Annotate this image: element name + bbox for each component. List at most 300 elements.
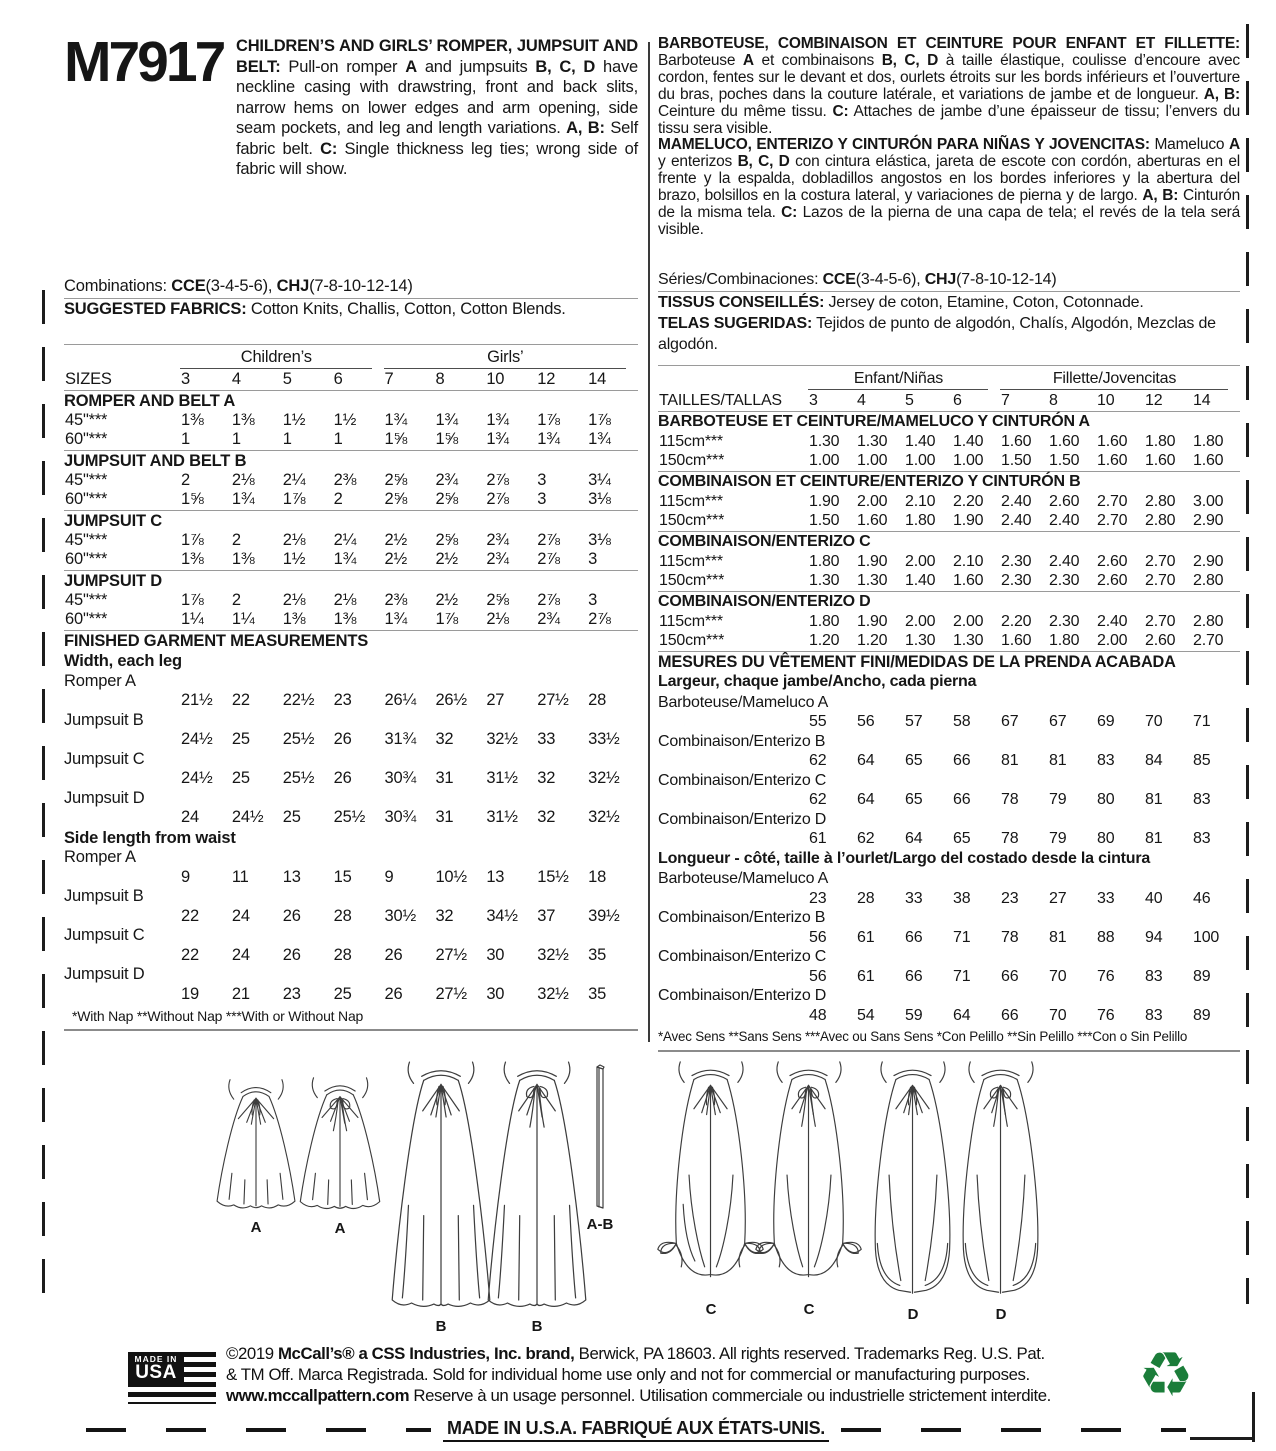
table-cell: 1 (282, 430, 292, 448)
size-value: 12 (537, 369, 556, 388)
table-cell: 24 (181, 808, 199, 826)
table-cell: 37 (537, 906, 556, 925)
table-cell: 59 (905, 1006, 923, 1024)
table-cell: 1⅞ (282, 490, 306, 508)
sizes-label: TAILLES/TALLAS (659, 391, 782, 409)
table-cell: 1.30 (857, 432, 888, 450)
table-cell: 66 (953, 791, 971, 809)
table-cell (64, 946, 180, 966)
table-cell: 76 (1097, 1006, 1115, 1024)
table-cell: 81 (1145, 830, 1163, 848)
table-cell: 2.00 (905, 552, 936, 570)
garment-row-label: Barboteuse/Mameluco A (658, 693, 829, 711)
table-cell: 1½ (282, 410, 306, 429)
table-cell: 33½ (588, 730, 620, 748)
table-cell: 1¾ (333, 550, 357, 568)
table-cell: 71 (1193, 713, 1211, 731)
table-cell: 62 (809, 752, 827, 770)
table-cell: 100 (1193, 928, 1220, 946)
garment-row-label: Jumpsuit C (64, 926, 145, 944)
table-cell: 31 (435, 808, 454, 826)
table-cell: 2.80 (1193, 572, 1224, 590)
table-cell: 79 (1049, 830, 1067, 848)
table-cell: 2⅞ (486, 490, 509, 508)
table-cell: 33 (1097, 889, 1115, 907)
row-label: 45"*** (65, 410, 108, 429)
drawing-label: B (531, 1318, 543, 1336)
table-cell: 1⅜ (181, 550, 204, 568)
table-cell (658, 712, 808, 732)
table-row (658, 511, 1240, 531)
table-row (64, 591, 638, 611)
table-cell: 2⅞ (537, 530, 560, 549)
table-cell: 2⅜ (333, 470, 357, 489)
table-cell: 2.40 (1049, 512, 1080, 530)
table-cell: 81 (1001, 752, 1019, 770)
table-cell: 2.70 (1145, 552, 1176, 570)
measurements-subtitle: Width, each leg (64, 652, 182, 670)
table-cell: 1.90 (953, 512, 984, 530)
table-row (64, 946, 638, 966)
table-cell: 80 (1097, 830, 1115, 848)
garment-row-label: Combinaison/Enterizo B (658, 909, 826, 927)
table-cell: 2⅝ (435, 530, 458, 549)
size-value: 12 (1145, 391, 1163, 409)
table-row (658, 492, 1240, 512)
table-cell: 33 (905, 889, 923, 907)
table-cell: 2⅛ (282, 590, 306, 609)
table-cell: 1¼ (181, 610, 204, 628)
table-cell: 2⅞ (486, 470, 509, 489)
recycle-icon: ♻ (1138, 1338, 1194, 1411)
drawing-label: B (435, 1318, 447, 1336)
table-cell: 2½ (384, 530, 408, 549)
cut-line-dashes-left (86, 1428, 431, 1432)
table-cell: 31½ (486, 769, 518, 787)
row-label: 60"*** (65, 610, 108, 628)
size-value: 4 (857, 391, 866, 409)
table-cell: 25 (231, 769, 250, 787)
table-cell: 2⅞ (537, 590, 560, 609)
row-label: 45"*** (65, 470, 108, 489)
table-cell: 1.60 (857, 512, 888, 530)
table-cell: 1 (181, 430, 190, 448)
copyright-line-3: www.mccallpattern.com Reserve à un usage personnel. Utilisation commerciale ou industrielle strictement interdite. (226, 1385, 1051, 1405)
table-cell: 1.80 (1049, 632, 1080, 650)
table-row (64, 907, 638, 927)
table-cell: 1⅜ (231, 550, 255, 568)
table-row (64, 490, 638, 510)
table-section-title: COMBINAISON/ENTERIZO C (658, 531, 1240, 552)
row-label: 115cm*** (659, 552, 723, 570)
size-value: 7 (384, 369, 394, 388)
size-value: 14 (588, 369, 607, 388)
drawing-label: A (334, 1219, 346, 1237)
measurements-subtitle: Largeur, chaque jambe/Ancho, cada pierna (658, 673, 977, 691)
corner-mark-vertical (1252, 1392, 1255, 1442)
table-cell: 66 (905, 967, 923, 985)
table-cell: 18 (588, 867, 607, 886)
table-cell: 26¼ (384, 691, 417, 709)
table-cell: 48 (809, 1006, 827, 1024)
table-cell: 21 (231, 984, 250, 1003)
table-cell: 67 (1001, 713, 1019, 731)
measurements-subtitle: Side length from waist (64, 828, 236, 847)
table-row (64, 550, 638, 570)
table-cell: 30 (486, 984, 505, 1003)
table-cell: 61 (857, 928, 875, 946)
drawing-label: A (250, 1219, 262, 1237)
table-cell (64, 769, 180, 789)
table-row (658, 829, 1240, 849)
table-row (658, 928, 1240, 948)
made-in-usa-flag-text (128, 1352, 184, 1386)
table-row (658, 571, 1240, 591)
garment-row-label: Combinaison/Enterizo D (658, 810, 827, 828)
table-cell: 65 (905, 752, 923, 770)
table-cell: 26 (282, 906, 301, 925)
size-value: 5 (905, 391, 914, 409)
table-row (64, 430, 638, 450)
table-cell: 1.60 (1001, 432, 1032, 450)
table-cell: 2.10 (953, 552, 984, 570)
table-row (658, 451, 1240, 471)
table-cell: 28 (333, 945, 352, 964)
garment-row-label: Combinaison/Enterizo D (658, 987, 827, 1005)
drawing-label: C (803, 1301, 815, 1319)
table-cell: 56 (809, 967, 827, 985)
row-label: 150cm*** (659, 452, 725, 470)
table-cell: 19 (181, 984, 199, 1003)
table-row (658, 790, 1240, 810)
row-label: 115cm*** (659, 432, 723, 450)
table-cell: 67 (1049, 713, 1067, 731)
table-cell: 1¾ (588, 430, 611, 448)
table-cell: 3¼ (588, 470, 611, 489)
table-section-title: ROMPER AND BELT A (64, 390, 638, 411)
table-cell: 2⅛ (282, 530, 306, 549)
measurements-title: MESURES DU VÊTEMENT FINI/MEDIDAS DE LA PRENDA ACABADA (658, 651, 1240, 673)
table-cell: 2¾ (486, 530, 509, 549)
table-cell: 1⅞ (181, 530, 204, 549)
table-section-title: COMBINAISON/ENTERIZO D (658, 591, 1240, 612)
row-label: 115cm*** (659, 612, 723, 630)
table-cell: 1.60 (953, 572, 984, 590)
table-cell: 1.40 (905, 572, 936, 590)
table-cell: 2.40 (1097, 612, 1128, 630)
table-cell: 1⅞ (181, 590, 204, 609)
nap-footnote: *With Nap **Without Nap ***With or Without Nap (64, 1004, 638, 1031)
size-value: 3 (181, 369, 190, 388)
table-cell: 2.30 (1001, 572, 1032, 590)
table-cell: 2.00 (1097, 632, 1128, 650)
table-row (658, 612, 1240, 632)
table-cell: 38 (953, 889, 971, 907)
table-cell: 27½ (537, 691, 569, 709)
drawing-label: D (907, 1306, 919, 1323)
size-value: 10 (486, 369, 505, 388)
table-cell: 2.30 (1049, 572, 1080, 590)
copyright-line-2: & TM Off. Marca Registrada. Sold for individual home use only and not for commercial or manufacturing purposes. (226, 1364, 1030, 1384)
table-cell: 62 (857, 830, 875, 848)
table-cell: 71 (953, 928, 971, 946)
table-cell: 34½ (486, 906, 518, 925)
table-cell: 2¼ (282, 470, 306, 489)
table-section-title: BARBOTEUSE ET CEINTURE/MAMELUCO Y CINTURÓN A (658, 411, 1240, 432)
table-cell: 2.60 (1049, 492, 1080, 510)
table-cell: 66 (1001, 1006, 1019, 1024)
table-cell: 1¾ (384, 410, 408, 429)
table-cell: 3 (588, 550, 598, 568)
table-cell: 69 (1097, 713, 1115, 731)
made-in-usa-text: MADE IN U.S.A. FABRIQUÉ AUX ÉTATS-UNIS. (443, 1418, 829, 1442)
table-cell: 32½ (588, 769, 620, 787)
table-cell: 1.40 (905, 432, 936, 450)
drawing-label: C (705, 1301, 717, 1319)
table-row (64, 411, 638, 431)
table-cell: 1⅜ (333, 610, 357, 628)
table-cell (658, 889, 808, 909)
table-cell: 83 (1193, 830, 1211, 848)
garment-row-label: Combinaison/Enterizo C (658, 771, 827, 789)
table-cell: 26 (282, 945, 301, 964)
usa-logo-line2: USA (135, 1362, 177, 1384)
row-label: 60"*** (65, 490, 108, 508)
row-label: 150cm*** (659, 632, 725, 650)
table-cell: 2⅜ (384, 590, 408, 609)
measurements-title: FINISHED GARMENT MEASUREMENTS (64, 630, 638, 652)
size-value: 5 (282, 369, 292, 388)
table-cell: 1¾ (486, 430, 509, 448)
table-section-title: JUMPSUIT C (64, 510, 638, 531)
table-cell: 1¾ (486, 410, 509, 429)
table-cell: 2.40 (1001, 512, 1032, 530)
table-cell: 21½ (181, 691, 213, 709)
table-cell: 2⅝ (384, 490, 408, 508)
table-cell: 22 (181, 906, 199, 925)
table-cell: 85 (1193, 752, 1211, 770)
table-cell: 28 (588, 691, 607, 709)
table-cell: 2.70 (1097, 512, 1128, 530)
description-en: CHILDREN’S AND GIRLS’ ROMPER, JUMPSUIT AND BELT: Pull-on romper A and jumpsuits B, C, D have neckline casing with drawstring, front and back slits, narrow hems on lower edges and arm opening, side seam pockets, and leg and length variations. A, B: Self fabric belt. C: Single thickness leg ties; wrong side of fabric will show. (236, 37, 638, 178)
table-cell: 2.00 (953, 612, 984, 630)
table-section-title: COMBINAISON ET CEINTURE/ENTERIZO Y CINTURÓN B (658, 471, 1240, 492)
table-cell: 1⅝ (384, 430, 408, 448)
table-cell: 2.20 (953, 492, 984, 510)
table-cell: 2.00 (905, 612, 936, 630)
table-cell: 1.60 (1097, 432, 1128, 450)
size-value: 10 (1097, 391, 1115, 409)
garment-row-label: Romper A (64, 848, 136, 866)
table-cell: 84 (1145, 752, 1163, 770)
table-cell: 1.30 (905, 632, 936, 650)
usa-logo-line1: MADE IN (134, 1353, 178, 1364)
garment-row-label: Combinaison/Enterizo C (658, 948, 827, 966)
table-row (64, 985, 638, 1005)
table-cell: 1⅝ (181, 490, 204, 508)
table-cell: 88 (1097, 928, 1115, 946)
table-row (658, 432, 1240, 452)
size-value: 6 (953, 391, 962, 409)
table-cell: 40 (1145, 889, 1163, 907)
copyright-line-1: ©2019 McCall’s® a CSS Industries, Inc. brand, Berwick, PA 18603. All rights reserved. Trademarks Reg. U.S. Pat. (226, 1344, 1045, 1363)
table-cell: 2¾ (435, 470, 458, 489)
table-cell: 24½ (231, 808, 264, 826)
table-cell: 22 (231, 691, 250, 709)
table-cell: 3⅛ (588, 530, 611, 549)
table-cell: 3 (537, 470, 547, 489)
table-row (658, 889, 1240, 909)
table-cell: 31¾ (384, 730, 417, 748)
table-cell: 1⅜ (282, 610, 306, 628)
table-cell: 1¾ (384, 610, 408, 628)
table-cell: 1.80 (905, 512, 936, 530)
corner-mark-horizontal (1190, 1437, 1255, 1440)
table-group-header-row (658, 365, 1240, 390)
table-cell: 1½ (282, 550, 306, 568)
table-cell: 66 (953, 752, 971, 770)
suggested-fabrics-en: SUGGESTED FABRICS: Cotton Knits, Challis, Cotton, Cotton Blends. (64, 299, 566, 318)
table-cell: 24½ (181, 730, 213, 748)
table-cell: 1 (231, 430, 241, 448)
garment-row-label: Jumpsuit B (64, 887, 144, 905)
table-cell: 1.90 (809, 492, 840, 510)
table-row (64, 471, 638, 491)
table-cell: 32 (537, 808, 556, 826)
table-cell: 28 (857, 889, 875, 907)
table-cell: 64 (857, 752, 875, 770)
table-row (658, 1006, 1240, 1026)
table-cell: 9 (384, 867, 394, 886)
table-cell (658, 829, 808, 849)
table-row (658, 751, 1240, 771)
table-cell: 1.00 (809, 452, 840, 470)
garment-row-label: Barboteuse/Mameluco A (658, 870, 829, 888)
table-cell: 65 (953, 830, 971, 848)
table-cell: 2⅝ (435, 490, 458, 508)
table-cell: 27½ (435, 984, 467, 1003)
table-cell: 1.80 (809, 552, 840, 570)
table-cell: 81 (1145, 791, 1163, 809)
table-cell: 57 (905, 713, 923, 731)
combinations-en: Combinations: CCE(3-4-5-6), CHJ(7-8-10-12-14) (64, 276, 638, 299)
table-cell: 1.40 (953, 432, 984, 450)
size-value: 8 (435, 369, 445, 388)
drawing-jumpsuit-d-back (940, 1058, 1062, 1323)
table-cell: 25 (333, 984, 352, 1003)
table-cell: 1¾ (435, 410, 458, 429)
table-cell: 1⅝ (435, 430, 458, 448)
table-cell: 64 (953, 1006, 971, 1024)
table-cell: 55 (809, 713, 827, 731)
yardage-table-en (64, 344, 638, 630)
table-cell: 64 (857, 791, 875, 809)
table-cell: 32½ (486, 730, 518, 748)
table-row (64, 868, 638, 888)
row-label: 45"*** (65, 530, 108, 549)
table-cell: 31½ (486, 808, 518, 826)
description-es: MAMELUCO, ENTERIZO Y CINTURÓN PARA NIÑAS Y JOVENCITAS: Mameluco A y enterizos B, C, D con cintura elástica, jareta de escote con cordón, aberturas en el frente y la espalda, dobladillos angostos en los bordes inferiores y la abertura del brazo, bolsillos en la costura lateral, y variaciones de pierna y de largo. A, B: Cinturón de la misma tela. C: Lazos de la pierna de una capa de tela; el revés de la tela será visible. (658, 136, 1241, 238)
table-cell: 2.40 (1049, 552, 1080, 570)
size-value: 8 (1049, 391, 1058, 409)
table-cell: 1¼ (231, 610, 255, 628)
row-label: 45"*** (65, 590, 108, 609)
table-cell: 83 (1145, 1006, 1163, 1024)
table-cell: 35 (588, 945, 607, 964)
table-cell: 83 (1193, 791, 1211, 809)
table-cell: 2.60 (1097, 552, 1128, 570)
table-cell: 15½ (537, 867, 569, 886)
table-cell: 2⅞ (537, 550, 560, 568)
table-cell: 1.00 (953, 452, 984, 470)
table-cell (64, 730, 180, 750)
table-cell: 27½ (435, 945, 467, 964)
table-cell: 1.00 (905, 452, 936, 470)
table-cell: 24 (231, 945, 250, 964)
belt-ab-illustration (592, 1062, 608, 1212)
table-cell: 2.00 (857, 492, 888, 510)
table-cell: 25½ (333, 808, 366, 826)
table-cell: 25½ (282, 769, 315, 787)
pattern-number: M7917 (64, 30, 224, 94)
table-row (658, 631, 1240, 651)
table-cell (658, 928, 808, 948)
table-cell: 3 (537, 490, 547, 508)
table-cell: 66 (1001, 967, 1019, 985)
table-row (64, 769, 638, 789)
table-cell: 2⅛ (333, 590, 357, 609)
table-cell: 81 (1049, 752, 1067, 770)
table-cell: 54 (857, 1006, 875, 1024)
table-cell: 33 (537, 730, 556, 748)
table-cell: 25 (282, 808, 301, 826)
table-cell: 24 (231, 906, 250, 925)
table-row (64, 531, 638, 551)
suggested-fabrics-es: TELAS SUGERIDAS: Tejidos de punto de algodón, Chalís, Algodón, Mezclas de algodón. (658, 314, 1216, 353)
yardage-table-fr-es (658, 365, 1240, 651)
table-cell: 26½ (435, 691, 467, 709)
table-cell: 81 (1049, 928, 1067, 946)
size-value: 3 (809, 391, 818, 409)
table-cell: 3.00 (1193, 492, 1224, 510)
header (64, 30, 638, 180)
table-group-header-row (64, 344, 638, 369)
measurements-fr-es (658, 651, 1240, 1053)
table-cell: 2.60 (1097, 572, 1128, 590)
row-label: 150cm*** (659, 572, 725, 590)
table-cell: 2¾ (537, 610, 560, 628)
table-cell: 94 (1145, 928, 1163, 946)
table-cell (64, 985, 180, 1005)
table-cell: 1.60 (1049, 432, 1080, 450)
table-cell: 26 (384, 945, 403, 964)
table-cell: 32 (537, 769, 556, 787)
table-cell: 79 (1049, 791, 1067, 809)
table-cell: 13 (282, 867, 301, 886)
table-cell: 66 (905, 928, 923, 946)
row-label: 60"*** (65, 550, 108, 568)
table-cell: 65 (905, 791, 923, 809)
table-cell: 1⅜ (181, 410, 204, 429)
table-cell: 31 (435, 769, 454, 787)
table-cell: 83 (1097, 752, 1115, 770)
measurements-subtitle: Longueur - côté, taille à l’ourlet/Largo del costado desde la cintura (658, 849, 1151, 867)
copyright-block (226, 1344, 1134, 1406)
table-cell: 23 (1001, 889, 1019, 907)
table-sizes-row (64, 369, 638, 390)
table-cell: 61 (857, 967, 875, 985)
table-cell: 61 (809, 830, 827, 848)
